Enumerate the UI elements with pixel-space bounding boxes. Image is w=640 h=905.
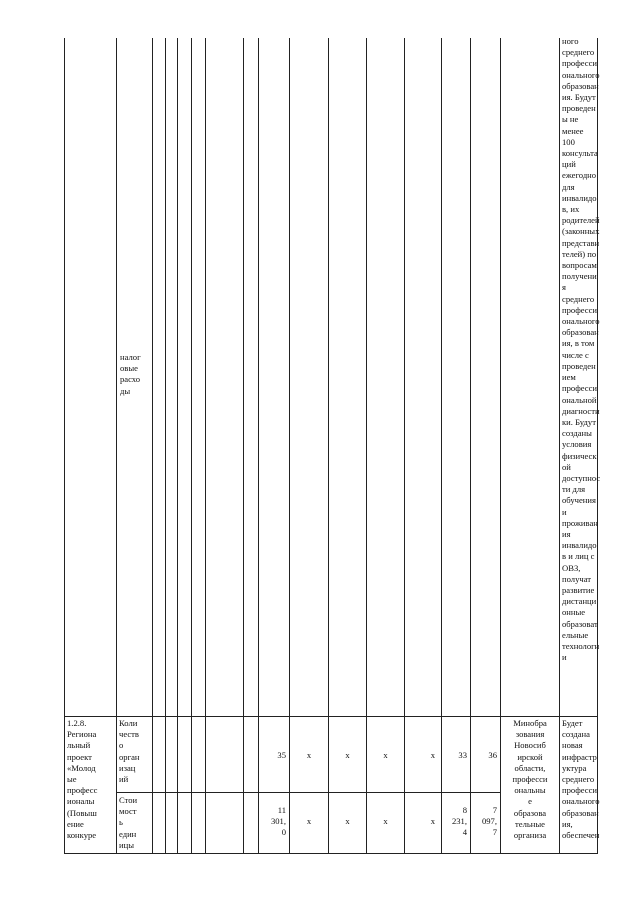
executor-text: Минобра зования Новосиб ирской области, професси ональны e образова тельные организа bbox=[512, 718, 548, 841]
ind2-value-y2: х bbox=[345, 816, 350, 826]
ind2-value-y3: х bbox=[383, 816, 388, 826]
tax-expenses-label: налог овые расхо ды bbox=[120, 352, 141, 396]
indicator-1-label: Коли честв о орган изац ий bbox=[119, 718, 140, 785]
ind1-value-base: 35 bbox=[277, 750, 286, 760]
ind2-value-base: 11 301, 0 bbox=[270, 805, 286, 838]
ind1-value-y5: 33 bbox=[458, 750, 467, 760]
ind1-value-y2: х bbox=[345, 750, 350, 760]
ind1-value-y6: 36 bbox=[488, 750, 497, 760]
ind1-value-y1: х bbox=[306, 750, 312, 760]
project-number-name: 1.2.8. Региона льный проект «Молод ые професс ионалы (Повыш ение конкуре bbox=[67, 718, 98, 841]
project-result-text: Будет создана новая инфрастр уктура среднего професси онального образован ия, обеспечен bbox=[562, 718, 600, 841]
ind1-value-y4: х bbox=[430, 750, 435, 760]
ind2-value-y1: х bbox=[306, 816, 312, 826]
indicator-2-label: Стои мост ь един ицы bbox=[119, 795, 138, 850]
ind2-value-y5: 8 231, 4 bbox=[451, 805, 467, 838]
top-result-text: ного среднего професси онального образован ия. Будут проведен ы не менее 100 консульта ций ежегодно для инвалидо в, их родителей (законных представи телей) по вопросам получени я среднего професси онального образован ия, в том числе с проведен ием професси ональной диагности ки. Будут созданы условия физическ ой доступнос ти для обучения и проживан ия инвалидо в и лиц с ОВЗ, получат развитие дистанци онные образоват ельные технологи и bbox=[562, 36, 601, 663]
ind1-value-y3: х bbox=[383, 750, 388, 760]
ind2-value-y6: 7 097, 7 bbox=[481, 805, 497, 838]
ind2-value-y4: х bbox=[430, 816, 435, 826]
